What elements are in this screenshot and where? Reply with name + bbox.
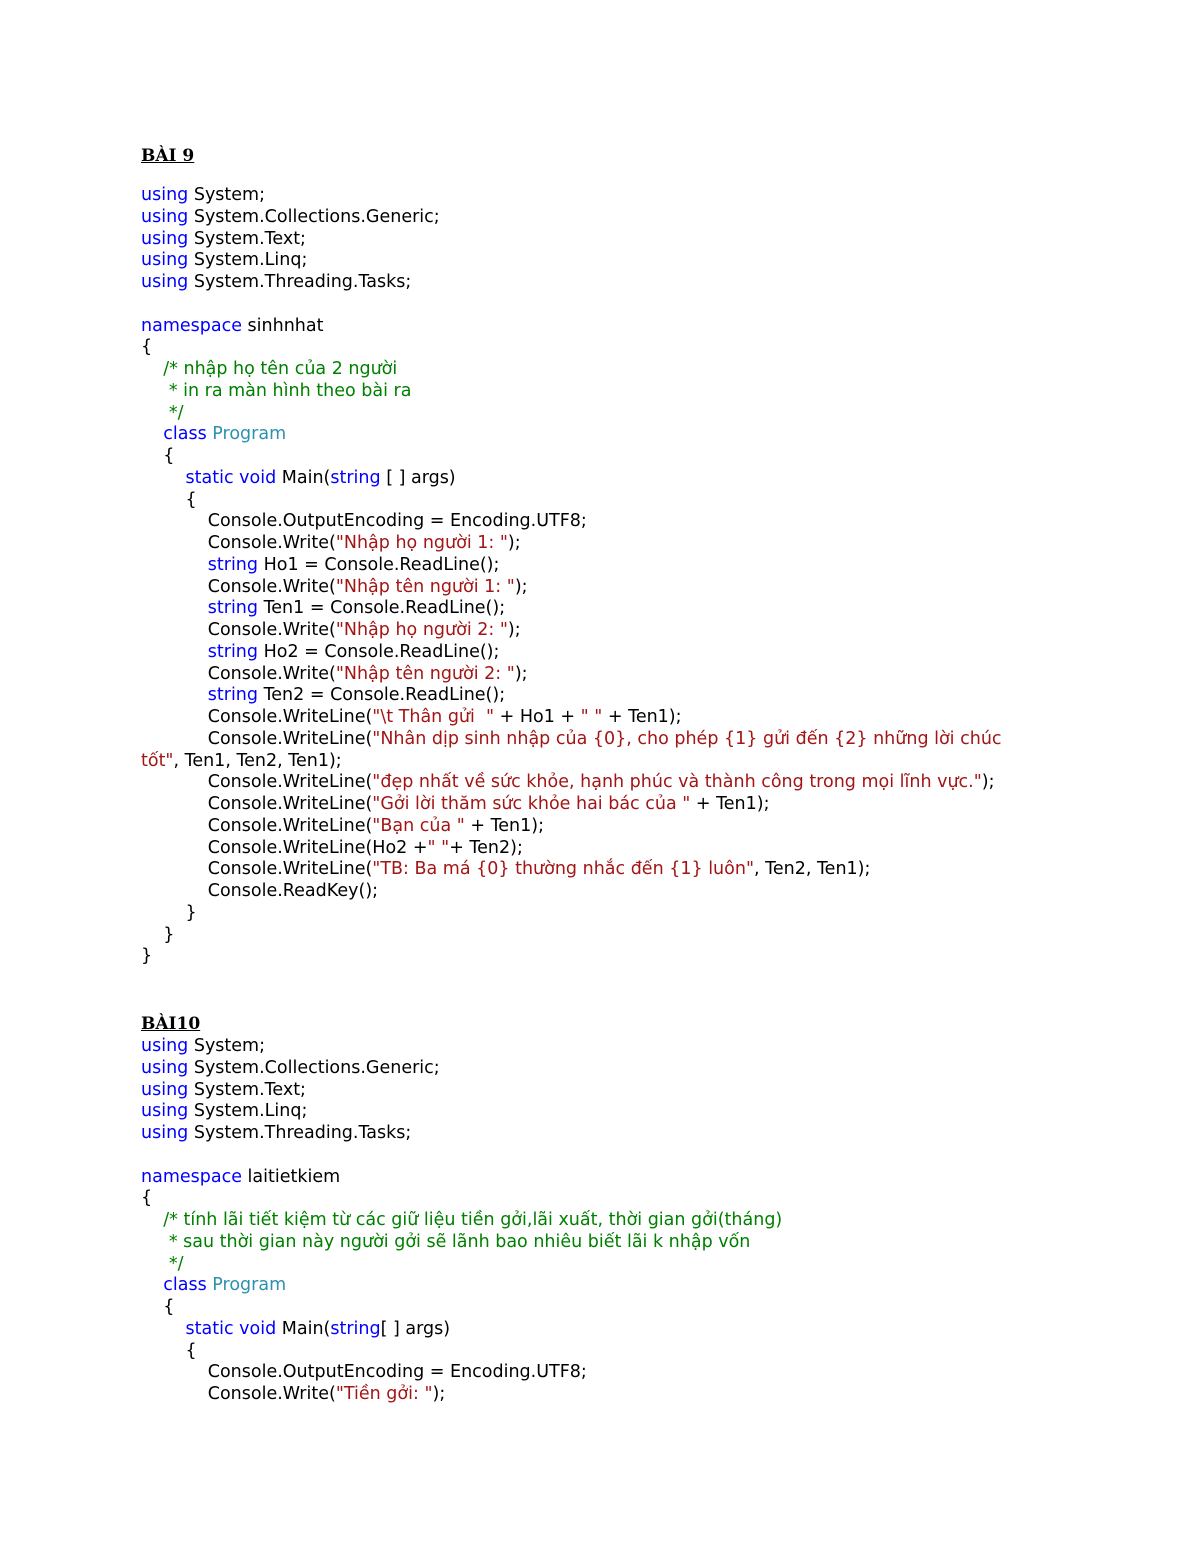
keyword-token: using [141,1057,189,1078]
code-token: ); [432,1384,446,1404]
code-token: { [141,489,197,510]
code-line [141,772,1071,794]
code-line [141,1188,1071,1210]
code-line [141,490,1071,512]
code-line [141,925,1071,947]
code-block-bai-9 [141,185,1071,968]
code-line [141,381,1071,403]
code-token [141,685,208,705]
code-line [141,620,1071,642]
code-token: { [141,1188,153,1209]
code-token: ); [507,620,521,640]
keyword-token: static [185,1318,234,1339]
code-line [141,1254,1071,1276]
code-line [141,250,1071,272]
code-line [141,424,1071,446]
code-token: System.Threading.Tasks; [188,272,412,292]
comment-token: */ [141,1253,184,1274]
code-token: { [141,1297,175,1317]
string-token: "Tiền gởi: " [335,1384,433,1404]
code-token: Console.WriteLine( [141,794,373,814]
code-token [141,1275,163,1295]
code-line [141,816,1071,838]
keyword-token: string [207,641,259,662]
keyword-token: string [330,1318,381,1339]
code-token: } [141,946,153,967]
code-token [141,359,163,379]
code-token: Console.Write( [141,663,336,684]
code-token [141,1319,186,1339]
code-line [141,468,1071,490]
keyword-token: void [239,467,277,488]
code-token: + Ten1); [464,815,545,836]
comment-token: /* nhập họ tên của 2 người [163,359,398,379]
code-token: + Ten2); [449,837,523,858]
comment-token: * in ra màn hình theo bài ra [141,380,412,401]
string-token: " " [580,707,603,727]
code-token: Console.WriteLine( [141,772,373,793]
string-token: "TB: Ba má {0} thường nhắc đến {1} luôn" [372,859,754,880]
code-line [141,1275,1071,1297]
code-token [141,642,208,662]
code-line [141,1145,1071,1167]
code-token: + Ten1); [602,707,682,727]
code-token: [ ] args) [380,467,456,488]
keyword-token: string [330,467,381,488]
code-line [141,903,1071,925]
code-line [141,337,1071,359]
code-line [141,446,1071,468]
string-token: "Nhập họ người 2: " [335,620,508,640]
code-token [141,1210,163,1230]
code-line [141,1341,1071,1363]
string-token: "đẹp nhất về sức khỏe, hạnh phúc và thành công trong mọi lĩnh vực." [372,772,982,793]
code-line [141,229,1071,251]
keyword-token: using [141,228,189,249]
comment-token: /* tính lãi tiết kiệm từ các giữ liệu tiền gởi,lãi xuất, thời gian gởi(tháng) [163,1210,783,1230]
code-token: Console.OutputEncoding = Encoding.UTF8; [141,1362,587,1383]
keyword-token: class [163,1275,207,1296]
code-line [141,1058,1071,1080]
code-token: , Ten1, Ten2, Ten1); [173,750,342,771]
code-token: Console.WriteLine(Ho2 + [141,837,428,858]
code-line [141,359,1071,381]
comment-token: */ [141,402,184,423]
keyword-token: namespace [141,1166,242,1187]
code-block-bai-10 [141,1036,1071,1406]
code-line [141,1384,1071,1406]
code-line [141,685,1071,707]
code-token: } [141,902,197,923]
code-line [141,294,1071,316]
code-line [141,1101,1071,1123]
section-heading-bai-9: BÀI 9 [141,146,195,166]
string-token: " " [427,837,450,858]
code-token: System; [188,185,265,205]
code-token [141,598,208,618]
code-token: Main( [276,467,331,488]
code-token: ); [507,533,521,553]
code-token [141,468,186,488]
keyword-token: using [141,1101,189,1122]
code-line [141,1362,1071,1384]
string-token: "Nhân dịp sinh nhập của {0}, cho phép {1} gửi đến {2} những lời chúc [372,728,1002,749]
code-token: { [141,446,175,466]
code-line [141,838,1071,860]
code-token: { [141,1340,197,1361]
code-line [141,1080,1071,1102]
code-line [141,316,1071,338]
code-line [141,946,1071,968]
code-token: Ho2 = Console.ReadLine(); [258,641,500,662]
code-token: System.Text; [188,1079,306,1100]
code-token: { [141,337,153,358]
comment-token: * sau thời gian này người gởi sẽ lãnh bao nhiêu biết lãi k nhập vốn [141,1231,751,1252]
code-token: ); [514,663,528,684]
code-token: System.Linq; [188,1101,308,1122]
code-line [141,185,1071,207]
code-token: Console.Write( [141,1384,336,1404]
code-token: ); [981,772,995,793]
keyword-token: using [141,272,189,292]
type-token: Program [212,424,287,445]
keyword-token: string [207,554,259,575]
code-token: [ ] args) [380,1318,451,1339]
code-token: } [141,924,175,945]
code-line [141,1232,1071,1254]
keyword-token: using [141,206,189,227]
code-line [141,729,1071,751]
code-token [141,424,163,444]
code-line [141,881,1071,903]
string-token: "Gởi lời thăm sức khỏe hai bác của " [372,794,691,814]
code-token: System.Text; [188,228,306,249]
code-token: Ten1 = Console.ReadLine(); [258,598,506,619]
keyword-token: static [185,467,234,488]
code-line [141,598,1071,620]
code-line [141,511,1071,533]
code-token: Console.WriteLine( [141,707,373,727]
keyword-token: using [141,185,189,205]
code-token: Ten2 = Console.ReadLine(); [258,685,506,706]
code-line [141,1167,1071,1189]
code-token: Console.Write( [141,533,336,553]
string-token: "Nhập tên người 2: " [335,663,515,684]
keyword-token: string [207,598,259,619]
keyword-token: using [141,1079,189,1100]
keyword-token: using [141,1036,189,1056]
code-line [141,272,1071,294]
code-token: Console.Write( [141,620,336,640]
type-token: Program [212,1275,287,1296]
code-line [141,707,1071,729]
code-token: System.Collections.Generic; [188,206,440,227]
code-token: Console.WriteLine( [141,728,373,749]
code-token: Main( [276,1318,331,1339]
code-token: laitietkiem [241,1166,341,1187]
code-line [141,794,1071,816]
keyword-token: class [163,424,207,445]
code-line [141,1297,1071,1319]
keyword-token: using [141,250,189,271]
code-token: System.Linq; [188,250,308,271]
code-token: Console.Write( [141,576,336,597]
code-token: System.Threading.Tasks; [188,1123,412,1143]
string-token: "\t Thân gửi " [372,707,495,727]
code-token: Ho1 = Console.ReadLine(); [258,554,500,575]
code-line [141,1319,1071,1341]
code-token: + Ho1 + [494,707,581,727]
string-token: tốt" [141,750,174,771]
keyword-token: using [141,1123,189,1143]
code-line [141,555,1071,577]
code-line [141,577,1071,599]
code-token: ); [514,576,528,597]
code-line [141,1036,1071,1058]
string-token: "Nhập tên người 1: " [335,576,515,597]
code-token: sinhnhat [241,315,324,336]
keyword-token: void [239,1318,277,1339]
code-token [141,555,208,575]
code-line [141,1123,1071,1145]
code-line [141,751,1071,773]
code-line [141,403,1071,425]
code-token: System; [188,1036,265,1056]
code-line [141,664,1071,686]
code-line [141,642,1071,664]
code-line [141,859,1071,881]
keyword-token: string [207,685,259,706]
code-token: Console.ReadKey(); [141,881,379,901]
string-token: "Nhập họ người 1: " [335,533,508,553]
code-line [141,533,1071,555]
code-line [141,207,1071,229]
code-line [141,1210,1071,1232]
keyword-token: namespace [141,315,242,336]
code-token: , Ten2, Ten1); [754,859,871,880]
code-token: + Ten1); [690,794,770,814]
string-token: "Bạn của " [372,815,465,836]
code-token: Console.WriteLine( [141,859,373,880]
code-token: Console.WriteLine( [141,815,373,836]
code-token: Console.OutputEncoding = Encoding.UTF8; [141,511,587,532]
section-heading-bai-10: BÀI10 [141,1014,201,1034]
code-token: System.Collections.Generic; [188,1057,440,1078]
